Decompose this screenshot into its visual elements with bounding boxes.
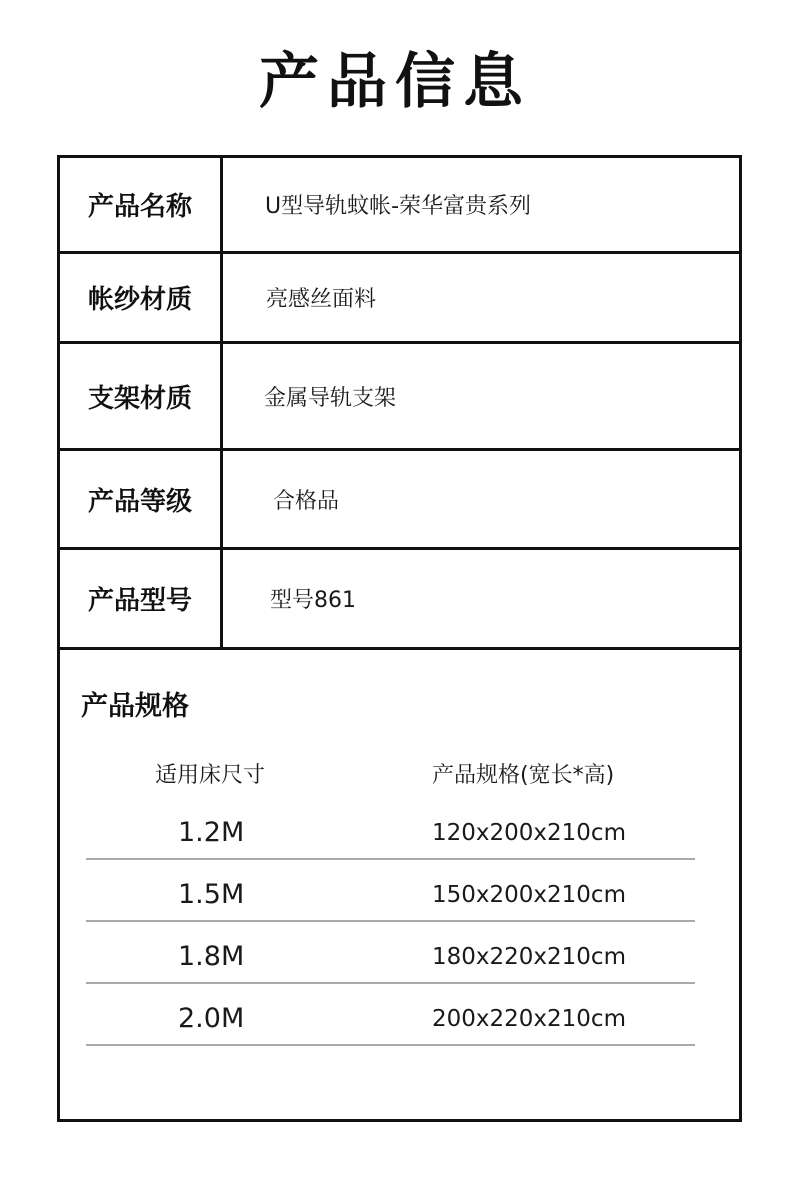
info-value: 合格品 bbox=[273, 488, 340, 514]
spec-dimensions: 200x220x210cm bbox=[432, 1006, 626, 1032]
spec-dimensions: 120x200x210cm bbox=[432, 820, 626, 846]
info-row-model bbox=[60, 550, 739, 650]
info-label: 产品名称 bbox=[60, 158, 223, 251]
info-row-grade bbox=[60, 451, 739, 550]
info-label: 产品型号 bbox=[60, 550, 223, 647]
info-value: 亮感丝面料 bbox=[266, 287, 377, 312]
spec-row bbox=[86, 798, 695, 860]
spec-section bbox=[60, 650, 739, 1119]
spec-title: 产品规格 bbox=[81, 691, 189, 722]
spec-bed-size: 2.0M bbox=[178, 1003, 245, 1034]
info-row-product-name bbox=[60, 158, 739, 254]
spec-row bbox=[86, 922, 695, 984]
spec-dimensions: 150x200x210cm bbox=[432, 882, 626, 908]
info-label: 支架材质 bbox=[60, 344, 223, 448]
spec-row bbox=[86, 860, 695, 922]
info-value: 金属导轨支架 bbox=[264, 385, 397, 411]
spec-bed-size: 1.8M bbox=[178, 941, 245, 972]
info-value: 型号861 bbox=[270, 588, 356, 613]
page-title: 产品信息 bbox=[259, 47, 531, 117]
spec-header-bed-size: 适用床尺寸 bbox=[155, 763, 266, 788]
spec-bed-size: 1.2M bbox=[178, 817, 245, 848]
spec-bed-size: 1.5M bbox=[178, 879, 245, 910]
spec-header-dimensions: 产品规格(宽长*高) bbox=[432, 763, 615, 788]
info-label: 产品等级 bbox=[60, 451, 223, 547]
info-row-frame-material bbox=[60, 344, 739, 451]
info-row-net-material bbox=[60, 254, 739, 344]
product-info-table bbox=[57, 155, 742, 1122]
spec-dimensions: 180x220x210cm bbox=[432, 944, 626, 970]
spec-row bbox=[86, 984, 695, 1046]
info-value: U型导轨蚊帐-荣华富贵系列 bbox=[265, 194, 532, 219]
info-label: 帐纱材质 bbox=[60, 254, 223, 341]
